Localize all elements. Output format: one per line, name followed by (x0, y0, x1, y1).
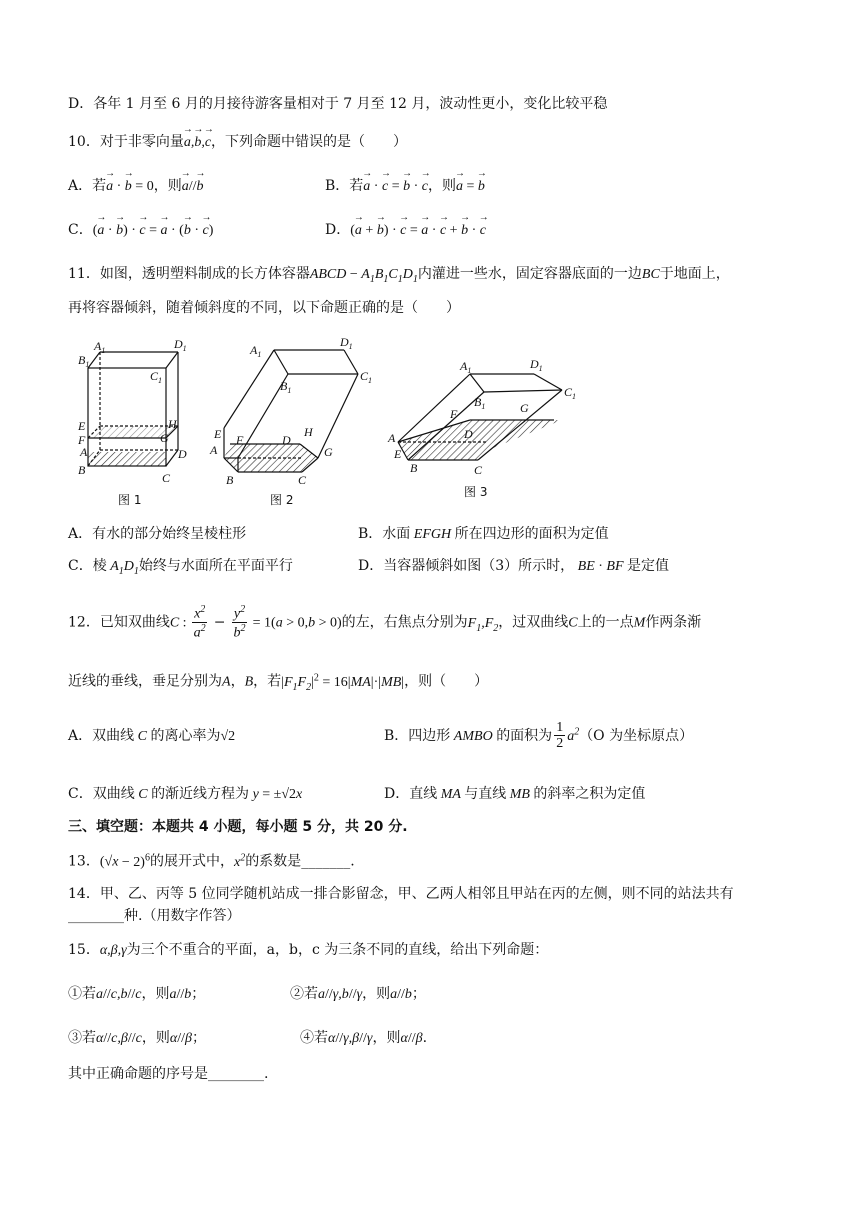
q11-text-c: 于地面上， (659, 266, 730, 282)
q12-option-d-text: 与直线 (464, 786, 507, 802)
svg-text:C1: $C_1$ (360, 369, 373, 385)
svg-text:E: E (394, 447, 402, 461)
q13-number: 13． (68, 853, 100, 870)
q12-option-d-label: D．直线 (384, 786, 438, 802)
q12-text-g: ，若 (253, 673, 282, 690)
q15-prop-1-text: ，则 (141, 986, 170, 1002)
svg-text:B: B (226, 473, 234, 487)
q13-text-b: 的系数是 (245, 853, 302, 870)
q12-option-d: D．直线 MA 与直线 MB 的斜率之积为定值 (384, 786, 646, 802)
q10-stem-text-2: ，下列命题中错误的是（ ） (211, 134, 408, 150)
svg-text:D1: $D_1$ (340, 335, 353, 351)
svg-text:B1: $B_1$ (474, 395, 486, 411)
q11-option-d: D．当容器倾斜如图（3）所示时， BE · BF 是定值 (358, 558, 670, 574)
q12-option-a-text: 的离心率为 (150, 728, 221, 744)
q11-option-b: B．水面 EFGH 所在四边形的面积为定值 (358, 526, 609, 542)
q11-text-a: 11．如图，透明塑料制成的长方体容器 (68, 266, 310, 282)
q15-ask: 其中正确命题的序号是________. (68, 1066, 269, 1082)
q14-line1: 14．甲、乙、丙等 5 位同学随机站成一排合影留念，甲、乙两人相邻且甲站在丙的左侧，则不同的站法共有 (68, 886, 734, 902)
q10-option-b: B．若→ a · → c = → b · → c，则→ a = → b (325, 178, 485, 196)
svg-text:C: C (474, 463, 483, 477)
q13-blank: _______. (301, 853, 355, 870)
q13-text-a: 的展开式中， (149, 853, 234, 870)
svg-text:E: E (214, 427, 222, 441)
q10-option-b-label: B．若 (325, 178, 364, 194)
q11-option-d-label: D．当容器倾斜如图（3）所示时， (358, 558, 575, 574)
svg-text:D: D (464, 427, 473, 441)
q12-option-c: C．双曲线 C 的渐近线方程为 y = ±√2x (68, 786, 303, 802)
q15-prop-1-label: ①若 (68, 986, 96, 1002)
q15-prop-3: ③若α//c,β//c，则α//β； (68, 1030, 206, 1046)
svg-text:D1: $D_1$ (174, 337, 187, 353)
svg-text:B: B (78, 463, 86, 477)
q11-option-a: A．有水的部分始终呈棱柱形 (68, 526, 247, 542)
q10-option-a-label: A．若 (68, 178, 107, 194)
svg-text:F: F (450, 407, 458, 421)
section-3-heading: 三、填空题：本题共 4 小题，每小题 5 分，共 20 分. (68, 819, 408, 835)
figure-3-caption: 图 3 (464, 485, 488, 499)
svg-text:D: D (178, 447, 187, 461)
q11-figures (74, 330, 604, 510)
q13: 13．$(√x - 2)^6$的展开式中，$x^2$的系数是_______. (68, 852, 355, 870)
q12-text-c: ，过双曲线 (498, 614, 569, 631)
svg-text:A: A (388, 431, 396, 445)
q12-option-b-note: （O 为坐标原点） (579, 727, 694, 744)
q12-option-a-label: A．双曲线 (68, 728, 135, 744)
svg-text:A: A (80, 445, 88, 459)
q15-prop-2-text: ，则 (362, 986, 391, 1002)
q11-option-c-text: 始终与水面所在平面平行 (138, 558, 293, 574)
figure-2-caption: 图 2 (270, 493, 294, 507)
q15-prop-1: ①若a//c,b//c，则a//b； (68, 986, 206, 1002)
q15-prop-2: ②若a//γ,b//γ，则a//b； (290, 986, 426, 1002)
q12-stem-line1: 12．已知双曲线C : $\frac{x^2}{a^2}$ − $\frac{y^2}{b^2}$ = 1(a > 0,b > 0)的左，右焦点分别为$F_1,F_2$，过双曲线C上的一点M作两条渐 (68, 604, 702, 641)
svg-text:A1: $A_1$ (250, 343, 262, 359)
svg-text:D: D (282, 433, 291, 447)
svg-text:C: C (162, 471, 171, 485)
svg-text:A1: $A_1$ (460, 359, 472, 375)
q11-option-d-text: 是定值 (627, 558, 670, 574)
svg-text:A: A (210, 443, 218, 457)
q12-text-b: 的左，右焦点分别为 (341, 614, 468, 631)
svg-text:H: H (168, 417, 177, 431)
svg-text:B: B (410, 461, 418, 475)
q15-prop-3-label: ③若 (68, 1030, 96, 1046)
q12-text-h: ，则（ ） (404, 673, 489, 690)
q15-prop-3-text: ，则 (141, 1030, 170, 1046)
svg-text:F: F (236, 433, 244, 447)
q10-option-d: D．(→ a + → b) · → c = → a · → c + → b · → c (325, 222, 486, 240)
q11-stem-line1: 11．如图，透明塑料制成的长方体容器ABCD − $A_1B_1C_1D_1$内灌进一些水，固定容器底面的一边BC于地面上， (68, 266, 730, 285)
q12-option-c-text: 的渐近线方程为 (151, 786, 250, 802)
q15-prop-2-label: ②若 (290, 986, 318, 1002)
q9-option-d: D．各年 1 月至 6 月的月接待游客量相对于 7 月至 12 月，波动性更小，变化比较平稳 (68, 96, 608, 112)
q11-option-c-label: C．棱 (68, 558, 107, 574)
q10-stem: 10．对于非零向量→ a,→ b,→ c，下列命题中错误的是（ ） (68, 134, 407, 152)
svg-text:H: H (304, 425, 313, 439)
q10-option-a-text: ，则 (153, 178, 182, 194)
svg-text:C1: $C_1$ (564, 385, 577, 401)
svg-text:C1: $C_1$ (150, 369, 163, 385)
q15-prop-4: ④若α//γ,β//γ，则α//β. (300, 1030, 428, 1046)
figure-1 (88, 352, 178, 466)
svg-text:G: G (520, 401, 529, 415)
q12-text-d: 上的一点 (577, 614, 634, 631)
q12-text-e: 作两条渐 (645, 614, 702, 631)
svg-text:C: C (298, 473, 307, 487)
q12-option-d-text-2: 的斜率之积为定值 (533, 786, 646, 802)
q10-option-c: C．(→ a · → b) · → c = → a · (→ b · → c) (68, 222, 213, 240)
figure-2 (224, 350, 358, 472)
q10-option-c-label: C． (68, 222, 93, 238)
svg-text:G: G (160, 431, 169, 445)
q12-option-b-text: 的面积为 (496, 727, 553, 744)
q15-prop-4-label: ④若 (300, 1030, 328, 1046)
q12-text-f: 近线的垂线，垂足分别为 (68, 673, 222, 690)
q12-option-b: B．四边形 AMBO 的面积为 $\frac{1}{2}$ $a^2(O$ 为坐标原点） (384, 720, 694, 752)
q14-line2: ________种.（用数字作答） (68, 908, 241, 924)
q12-option-a: A．双曲线 C 的离心率为√2 (68, 728, 236, 744)
q11-option-b-label: B．水面 (358, 526, 411, 542)
svg-text:F: F (78, 433, 86, 447)
q10-stem-text: 10．对于非零向量 (68, 134, 184, 150)
q15-number: 15． (68, 942, 100, 958)
svg-text:B1: $B_1$ (280, 379, 292, 395)
figure-3 (398, 374, 562, 460)
svg-text:B1: $B_1$ (78, 353, 90, 369)
q15-stem: 15．α,β,γ为三个不重合的平面，a，b，c 为三条不同的直线，给出下列命题： (68, 942, 549, 958)
q10-option-a: A．若→ a · → b = 0，则→ a//→ b (68, 178, 203, 196)
q15-stem-text: 为三个不重合的平面，a，b，c 为三条不同的直线，给出下列命题： (126, 942, 549, 958)
q12-text-a: 12．已知双曲线 (68, 614, 170, 631)
svg-text:A1: $A_1$ (94, 339, 106, 355)
q10-option-b-text: ，则 (427, 178, 456, 194)
q10-option-d-label: D． (325, 222, 351, 238)
svg-text:G: G (324, 445, 333, 459)
svg-text:D1: $D_1$ (530, 357, 543, 373)
figure-2-labels (209, 335, 372, 507)
q11-stem-line2: 再将容器倾斜，随着倾斜度的不同，以下命题正确的是（ ） (68, 300, 460, 316)
q11-option-b-text: 所在四边形的面积为定值 (454, 526, 609, 542)
q11-text-b: 内灌进一些水，固定容器底面的一边 (417, 266, 642, 282)
figure-1-caption: 图 1 (118, 493, 142, 507)
q12-option-c-label: C．双曲线 (68, 786, 135, 802)
q15-prop-4-text: ，则 (372, 1030, 401, 1046)
q12-stem-line2: 近线的垂线，垂足分别为A，B，若$|F_1F_2|^2 = 16|MA|\cdot|MB|$，则（ ） (68, 672, 489, 693)
q12-option-b-label: B．四边形 (384, 727, 451, 744)
svg-text:E: E (78, 419, 86, 433)
q11-option-c: C．棱 $A_1D_1$始终与水面所在平面平行 (68, 558, 293, 577)
